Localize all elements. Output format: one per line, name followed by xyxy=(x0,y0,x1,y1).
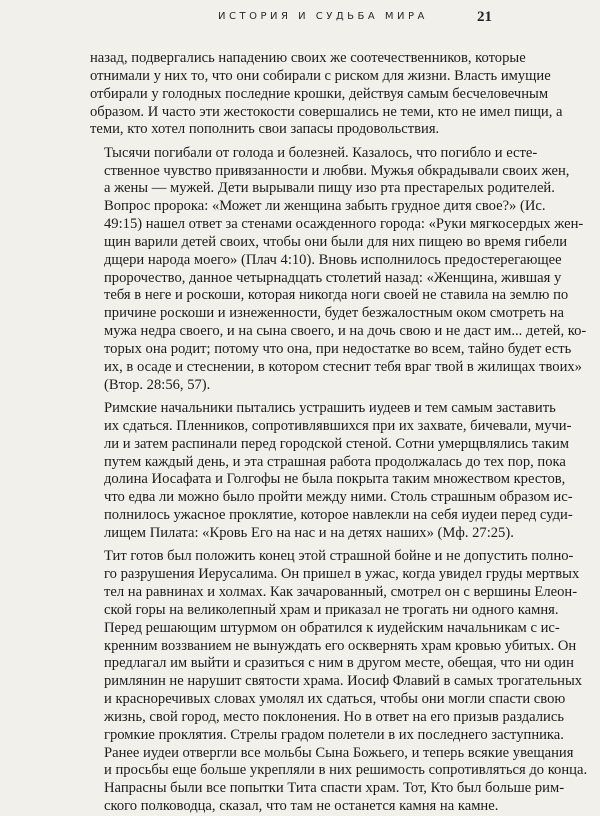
paragraph xyxy=(90,400,573,543)
text-line: отбирали у голодных последние крошки, действуя самым бесчеловечным xyxy=(90,85,549,102)
text-line: причине роскоши и изнеженности, будет безжалостным оком смотреть на xyxy=(104,305,564,322)
text-line: что едва ли можно было пройти между ними. Столь страшным образом ис- xyxy=(104,489,573,506)
text-line: пророчество, данное четырнадцать столетий назад: «Женщина, жившая у xyxy=(104,269,562,286)
text-line: 49:15) нашел ответ за стенами осажденного города: «Руки мягкосердых жен- xyxy=(104,216,584,233)
text-line: их, в осаде и стеснении, в котором стеснит тебя враг твой в жилищах твоих» xyxy=(104,358,582,375)
text-line: теми, кто хотел пополнить свои запасы продовольствия. xyxy=(90,121,440,138)
page-number: 21 xyxy=(477,9,492,25)
text-line: кренним воззванием не вынуждать его осквернять храм кровью убитых. Он xyxy=(104,637,577,654)
running-title: ИСТОРИЯ И СУДЬБА МИРА xyxy=(218,11,428,22)
text-line: полнилось ужасное проклятие, которое навлекли на себя иудеи перед суди- xyxy=(104,507,573,524)
text-line: и просьбы еще больше укрепляли в них решимость сопротивляться до конца. xyxy=(104,762,588,779)
paragraph xyxy=(90,144,587,395)
paragraph xyxy=(90,50,563,139)
text-line: торых она родит; потому что она, при недостатке во всем, тайно будет есть xyxy=(104,341,572,357)
text-line: ственное чувство привязанности и любви. Мужья обкрадывали своих жен, xyxy=(104,162,570,179)
text-line: долина Иосафата и Голгофы не была покрыта таким множеством крестов, xyxy=(104,471,566,488)
text-line: громкие проклятия. Стрелы градом полетели в их последнего заступника. xyxy=(104,726,564,743)
text-line: Напрасны были все попытки Тита спасти храм. Тот, Кто был больше рим- xyxy=(104,780,565,797)
text-line: римлянин не нарушит святости храма. Иосиф Флавий в самых трогательных xyxy=(104,673,583,690)
body-text xyxy=(90,50,588,816)
text-line: тел на равнинах и холмах. Как зачарованный, смотрел он с вершины Елеон- xyxy=(104,583,578,600)
text-line: щин варили детей своих, чтобы они были для них пищею во время гибели xyxy=(104,233,568,250)
text-line: предлагал им выйти и сразиться с ним в другом месте, обещая, что ни один xyxy=(104,655,574,672)
text-line: го разрушения Иерусалима. Он пришел в ужас, когда увидел груды мертвых xyxy=(104,566,580,583)
text-line: и красноречивых словах умолял их сдаться, чтобы они могли спасти свою xyxy=(104,691,566,708)
text-line: мужа недра своего, и на сына своего, и на дочь свою и не даст им... детей, ко- xyxy=(104,323,587,340)
text-line: Тысячи погибали от голода и болезней. Казалось, что погибло и есте- xyxy=(104,144,538,161)
paragraph xyxy=(90,548,588,816)
text-line: отнимали у них то, что они собирали с риском для жизни. Власть имущие xyxy=(90,67,551,84)
text-line: дщери народа моего» (Плач 4:10). Вновь исполнилось предостерегающее xyxy=(104,251,562,268)
text-line: ского полководца, сказал, что там не останется камня на камне. xyxy=(104,798,499,815)
text-line: Тит готов был положить конец этой страшной бойне и не допустить полно- xyxy=(104,548,574,565)
text-line: Перед решающим штурмом он обратился к иудейским начальникам с ис- xyxy=(104,619,560,636)
text-line: а жены — мужей. Дети вырывали пищу изо рта престарелых родителей. xyxy=(104,180,555,197)
text-line: Вопрос пророка: «Может ли женщина забыть грудное дитя свое?» (Ис. xyxy=(104,198,546,215)
text-line: лищем Пилата: «Кровь Его на нас и на детях наших» (Мф. 27:25). xyxy=(104,524,514,541)
text-line: ли и затем распинали перед городской стеной. Сотни умерщвлялись таким xyxy=(104,435,569,452)
text-line: путем каждый день, и эта страшная работа продолжалась до тех пор, пока xyxy=(104,453,566,470)
text-line: (Втор. 28:56, 57). xyxy=(104,376,211,393)
text-line: Ранее иудеи отвергли все мольбы Сына Божьего, и теперь всякие увещания xyxy=(104,744,574,761)
text-line: их сдаться. Пленников, сопротивлявшихся при их захвате, бичевали, мучи- xyxy=(104,417,572,434)
text-line: тебя в неге и роскоши, которая никогда ноги своей не ставила на землю по xyxy=(104,287,569,304)
page-header xyxy=(0,11,600,31)
text-line: жизнь, свой город, место поклонения. Но в ответ на его призыв раздались xyxy=(104,708,564,725)
text-line: назад, подвергались нападению своих же соотечественников, которые xyxy=(90,50,526,66)
text-line: Римские начальники пытались устрашить иудеев и тем самым заставить xyxy=(104,400,556,417)
text-line: ской горы на великолепный храм и приказал не трогать ни одного камня. xyxy=(104,601,559,618)
text-line: образом. И часто эти жестокости совершались не теми, кто не имел пищи, а xyxy=(90,103,563,120)
